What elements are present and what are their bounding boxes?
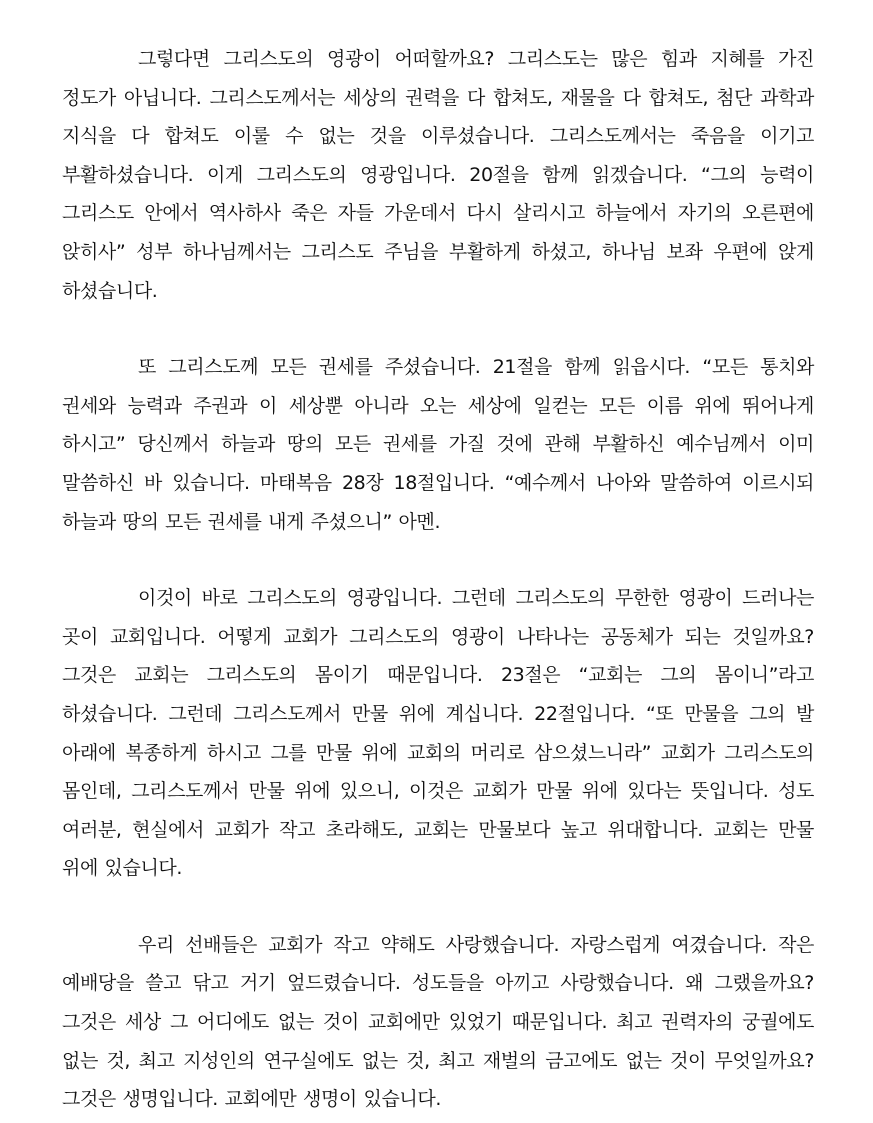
paragraph-1: 그렇다면 그리스도의 영광이 어떠할까요? 그리스도는 많은 힘과 지혜를 가진 정도가 아닙니다. 그리스도께서는 세상의 권력을 다 합쳐도, 재물을 다 합쳐도, 첨단 과학과 지식을 다 합쳐도 이룰 수 없는 것을 이루셨습니다. 그리스도께서는 죽음을 이기고 부활하셨습니다. 이게 그리스도의 영광입니다. 20절을 함께 읽겠습니다. “그의 능력이 그리스도 안에서 역사하사 죽은 자들 가운데서 다시 살리시고 하늘에서 자기의 오른편에 앉히사” 성부 하나님께서는 그리스도 주님을 부활하게 하셨고, 하나님 보좌 우편에 앉게 하셨습니다.	[62, 48, 814, 302]
paragraph-2: 또 그리스도께 모든 권세를 주셨습니다. 21절을 함께 읽읍시다. “모든 통치와 권세와 능력과 주권과 이 세상뿐 아니라 오는 세상에 일컫는 모든 이름 위에 뛰어나게 하시고” 당신께서 하늘과 땅의 모든 권세를 가질 것에 관해 부활하신 예수님께서 이미 말씀하신 바 있습니다. 마태복음 28장 18절입니다. “예수께서 나아와 말씀하여 이르시되 하늘과 땅의 모든 권세를 내게 주셨으니” 아멘.	[62, 356, 814, 533]
document-page	[62, 40, 814, 1119]
paragraph-3: 이것이 바로 그리스도의 영광입니다. 그런데 그리스도의 무한한 영광이 드러나는 곳이 교회입니다. 어떻게 교회가 그리스도의 영광이 나타나는 공동체가 되는 것일까요? 그것은 교회는 그리스도의 몸이기 때문입니다. 23절은 “교회는 그의 몸이니”라고 하셨습니다. 그런데 그리스도께서 만물 위에 계십니다. 22절입니다. “또 만물을 그의 발 아래에 복종하게 하시고 그를 만물 위에 교회의 머리로 삼으셨느니라” 교회가 그리스도의 몸인데, 그리스도께서 만물 위에 있으니, 이것은 교회가 만물 위에 있다는 뜻입니다. 성도 여러분, 현실에서 교회가 작고 초라해도, 교회는 만물보다 높고 위대합니다. 교회는 만물 위에 있습니다.	[62, 587, 814, 880]
paragraph-4: 우리 선배들은 교회가 작고 약해도 사랑했습니다. 자랑스럽게 여겼습니다. 작은 예배당을 쓸고 닦고 거기 엎드렸습니다. 성도들을 아끼고 사랑했습니다. 왜 그랬을까요? 그것은 세상 그 어디에도 없는 것이 교회에만 있었기 때문입니다. 최고 권력자의 궁궐에도 없는 것, 최고 지성인의 연구실에도 없는 것, 최고 재벌의 금고에도 없는 것이 무엇일까요? 그것은 생명입니다. 교회에만 생명이 있습니다.	[62, 933, 814, 1111]
